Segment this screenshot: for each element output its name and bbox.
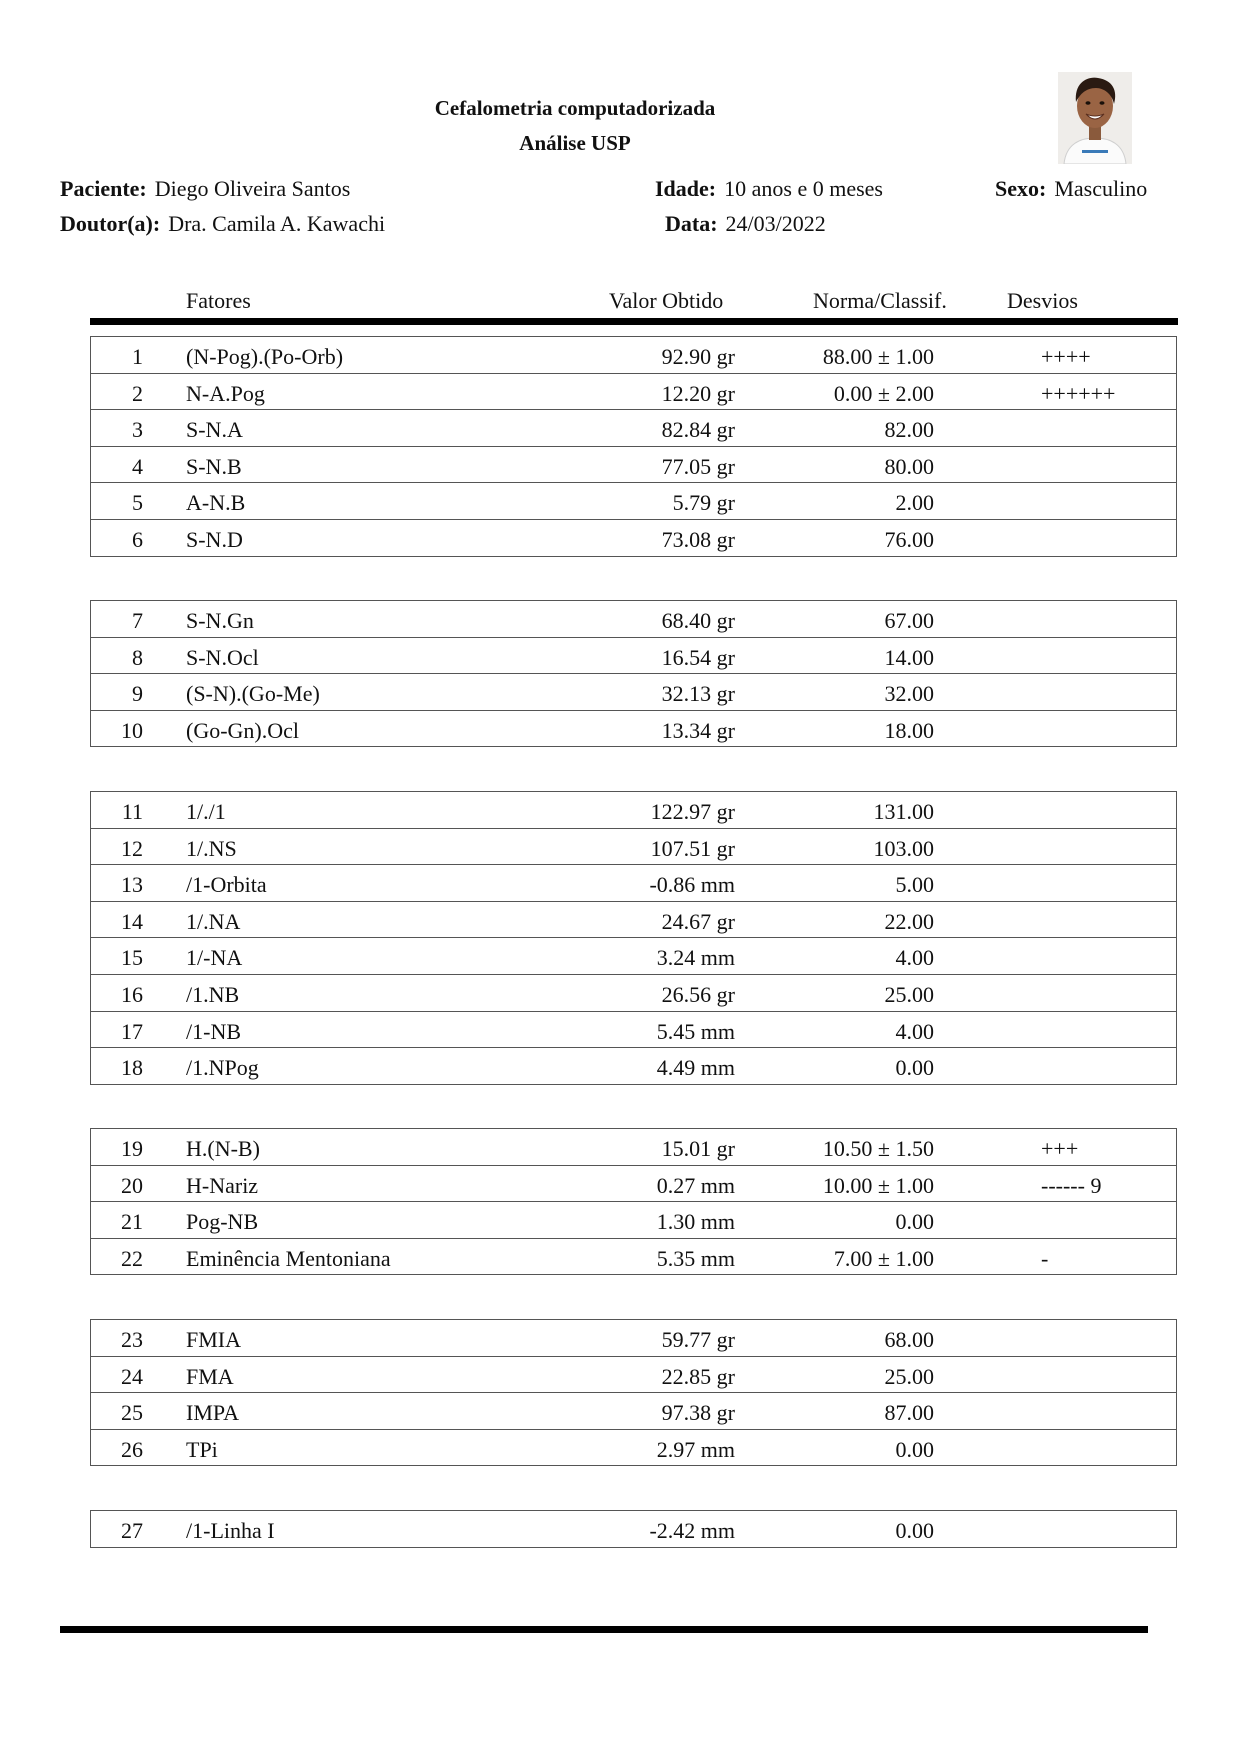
row-norma: 80.00 xyxy=(884,453,934,479)
row-norma: 0.00 ± 2.00 xyxy=(833,380,934,406)
table-group xyxy=(90,1319,1177,1466)
row-number: 10 xyxy=(121,717,143,743)
header-valor-obtido: Valor Obtido xyxy=(609,288,724,313)
table-row xyxy=(91,637,1176,674)
row-valor-obtido: 32.13 gr xyxy=(661,681,735,707)
row-norma: 32.00 xyxy=(884,681,934,707)
table-row xyxy=(91,337,1176,373)
patient-name-field xyxy=(60,176,350,202)
table-row xyxy=(91,1129,1176,1165)
row-fator: 1/.NA xyxy=(186,908,241,934)
row-fator: FMIA xyxy=(186,1327,242,1352)
patient-name: Diego Oliveira Santos xyxy=(154,176,351,201)
row-fator: /1-Linha I xyxy=(186,1518,275,1543)
table-row xyxy=(91,792,1176,828)
row-valor-obtido: 5.79 gr xyxy=(672,490,735,516)
row-fator: 1/./1 xyxy=(186,799,226,824)
table-row xyxy=(91,446,1176,483)
age-field xyxy=(655,176,883,202)
row-fator: /1-Orbita xyxy=(186,872,267,898)
table-row xyxy=(91,1165,1176,1202)
row-norma: 76.00 xyxy=(884,526,934,552)
row-fator: (Go-Gn).Ocl xyxy=(186,717,300,743)
row-valor-obtido: 73.08 gr xyxy=(661,526,735,552)
table-row xyxy=(91,1011,1176,1048)
row-valor-obtido: 12.20 gr xyxy=(661,380,735,406)
row-norma: 10.50 ± 1.50 xyxy=(822,1136,934,1161)
row-fator: S-N.Ocl xyxy=(186,644,259,670)
row-number: 27 xyxy=(121,1518,143,1543)
table-group xyxy=(90,1510,1177,1548)
patient-name-label: Paciente: xyxy=(60,176,147,201)
row-number: 22 xyxy=(121,1245,143,1271)
table-row xyxy=(91,1356,1176,1393)
row-norma: 14.00 xyxy=(884,644,934,670)
table-group xyxy=(90,791,1177,1085)
table-row xyxy=(91,1238,1176,1275)
patient-photo xyxy=(1058,72,1132,164)
row-valor-obtido: 5.35 mm xyxy=(656,1245,735,1271)
row-norma: 67.00 xyxy=(884,608,934,633)
table-group xyxy=(90,336,1177,557)
row-number: 26 xyxy=(121,1436,143,1462)
row-valor-obtido: 22.85 gr xyxy=(661,1363,735,1389)
row-norma: 18.00 xyxy=(884,717,934,743)
row-valor-obtido: -2.42 mm xyxy=(649,1518,735,1543)
row-norma: 2.00 xyxy=(895,490,934,516)
row-number: 25 xyxy=(121,1400,143,1426)
row-valor-obtido: 122.97 gr xyxy=(650,799,735,824)
row-number: 12 xyxy=(121,835,143,861)
row-valor-obtido: 0.27 mm xyxy=(656,1172,735,1198)
age-label: Idade: xyxy=(655,176,717,201)
row-fator: S-N.A xyxy=(186,417,243,443)
row-valor-obtido: 5.45 mm xyxy=(656,1018,735,1044)
table-row xyxy=(91,1511,1176,1547)
row-valor-obtido: 68.40 gr xyxy=(661,608,735,633)
row-norma: 0.00 xyxy=(895,1436,934,1462)
table-row xyxy=(91,1320,1176,1356)
row-norma: 103.00 xyxy=(873,835,934,861)
table-row xyxy=(91,1392,1176,1429)
row-norma: 0.00 xyxy=(895,1518,934,1543)
doctor-name: Dra. Camila A. Kawachi xyxy=(168,211,386,236)
row-norma: 22.00 xyxy=(884,908,934,934)
row-valor-obtido: 59.77 gr xyxy=(661,1327,735,1352)
row-fator: Pog-NB xyxy=(186,1209,259,1235)
row-fator: S-N.Gn xyxy=(186,608,254,633)
row-fator: S-N.D xyxy=(186,526,243,552)
row-fator: TPi xyxy=(186,1436,218,1462)
row-norma: 4.00 xyxy=(895,1018,934,1044)
report-subtitle: Análise USP xyxy=(519,131,631,155)
row-number: 13 xyxy=(121,872,143,898)
row-fator: H-Nariz xyxy=(186,1172,259,1198)
row-norma: 5.00 xyxy=(895,872,934,898)
row-valor-obtido: -0.86 mm xyxy=(649,872,735,898)
header-fatores: Fatores xyxy=(186,288,251,313)
table-row xyxy=(91,710,1176,747)
row-number: 5 xyxy=(132,490,143,516)
row-number: 23 xyxy=(121,1327,143,1352)
row-valor-obtido: 97.38 gr xyxy=(661,1400,735,1426)
table-row xyxy=(91,1047,1176,1084)
row-number: 11 xyxy=(121,799,143,824)
table-row xyxy=(91,482,1176,519)
row-valor-obtido: 92.90 gr xyxy=(661,344,735,369)
row-norma: 4.00 xyxy=(895,945,934,971)
doctor-field xyxy=(60,211,385,237)
row-number: 4 xyxy=(132,453,143,479)
row-desvio: ------ 9 xyxy=(1041,1172,1102,1198)
row-number: 21 xyxy=(121,1209,143,1235)
row-number: 19 xyxy=(121,1136,143,1161)
age-value: 10 anos e 0 meses xyxy=(724,176,883,201)
row-norma: 0.00 xyxy=(895,1055,934,1081)
row-valor-obtido: 16.54 gr xyxy=(661,644,735,670)
row-valor-obtido: 2.97 mm xyxy=(656,1436,735,1462)
row-valor-obtido: 4.49 mm xyxy=(656,1055,735,1081)
doctor-label: Doutor(a): xyxy=(60,211,161,236)
row-norma: 10.00 ± 1.00 xyxy=(822,1172,934,1198)
header-desvios: Desvios xyxy=(1007,288,1078,313)
date-field xyxy=(665,211,826,237)
sex-field xyxy=(995,176,1147,202)
row-norma: 25.00 xyxy=(884,981,934,1007)
table-row xyxy=(91,409,1176,446)
row-number: 1 xyxy=(132,344,143,369)
table-row xyxy=(91,1201,1176,1238)
row-norma: 88.00 ± 1.00 xyxy=(822,344,934,369)
row-fator: /1.NB xyxy=(186,981,240,1007)
table-row xyxy=(91,373,1176,410)
sex-label: Sexo: xyxy=(995,176,1047,201)
row-number: 24 xyxy=(121,1363,143,1389)
table-row xyxy=(91,1429,1176,1466)
row-desvio: ++++ xyxy=(1041,344,1091,369)
row-number: 16 xyxy=(121,981,143,1007)
table-row xyxy=(91,864,1176,901)
row-fator: /1-NB xyxy=(186,1018,241,1044)
row-valor-obtido: 26.56 gr xyxy=(661,981,735,1007)
row-fator: 1/-NA xyxy=(186,945,243,971)
row-norma: 25.00 xyxy=(884,1363,934,1389)
table-row xyxy=(91,601,1176,637)
row-number: 7 xyxy=(132,608,143,633)
header-norma-classif: Norma/Classif. xyxy=(813,288,947,313)
row-valor-obtido: 3.24 mm xyxy=(656,945,735,971)
row-fator: 1/.NS xyxy=(186,835,237,861)
row-fator: IMPA xyxy=(186,1400,239,1426)
row-fator: /1.NPog xyxy=(186,1055,259,1081)
date-value: 24/03/2022 xyxy=(725,211,826,236)
row-number: 14 xyxy=(121,908,143,934)
row-fator: Eminência Mentoniana xyxy=(186,1245,391,1271)
date-label: Data: xyxy=(665,211,718,236)
row-number: 15 xyxy=(121,945,143,971)
row-number: 18 xyxy=(121,1055,143,1081)
row-fator: S-N.B xyxy=(186,453,242,479)
table-row xyxy=(91,937,1176,974)
row-number: 3 xyxy=(132,417,143,443)
table-row xyxy=(91,901,1176,938)
table-group xyxy=(90,1128,1177,1275)
row-desvio: +++ xyxy=(1041,1136,1079,1161)
table-row xyxy=(91,828,1176,865)
row-norma: 68.00 xyxy=(884,1327,934,1352)
report-title: Cefalometria computadorizada xyxy=(434,96,716,120)
row-fator: (S-N).(Go-Me) xyxy=(186,681,320,707)
row-valor-obtido: 24.67 gr xyxy=(661,908,735,934)
table-row xyxy=(91,673,1176,710)
row-number: 8 xyxy=(132,644,143,670)
row-fator: A-N.B xyxy=(186,490,246,516)
row-norma: 7.00 ± 1.00 xyxy=(833,1245,934,1271)
row-norma: 131.00 xyxy=(873,799,934,824)
row-valor-obtido: 107.51 gr xyxy=(650,835,735,861)
row-valor-obtido: 15.01 gr xyxy=(661,1136,735,1161)
row-valor-obtido: 77.05 gr xyxy=(661,453,735,479)
row-number: 17 xyxy=(121,1018,143,1044)
table-group xyxy=(90,600,1177,747)
row-number: 20 xyxy=(121,1172,143,1198)
row-norma: 87.00 xyxy=(884,1400,934,1426)
row-valor-obtido: 13.34 gr xyxy=(661,717,735,743)
row-number: 6 xyxy=(132,526,143,552)
row-number: 9 xyxy=(132,681,143,707)
row-norma: 82.00 xyxy=(884,417,934,443)
row-number: 2 xyxy=(132,380,143,406)
row-fator: FMA xyxy=(186,1363,234,1389)
table-row xyxy=(91,519,1176,556)
header-rule xyxy=(90,318,1178,325)
sex-value: Masculino xyxy=(1054,176,1148,201)
row-desvio: - xyxy=(1041,1245,1049,1271)
row-fator: H.(N-B) xyxy=(186,1136,260,1161)
row-norma: 0.00 xyxy=(895,1209,934,1235)
row-valor-obtido: 1.30 mm xyxy=(656,1209,735,1235)
row-valor-obtido: 82.84 gr xyxy=(661,417,735,443)
row-fator: (N-Pog).(Po-Orb) xyxy=(186,344,344,369)
footer-rule xyxy=(60,1626,1148,1633)
row-fator: N-A.Pog xyxy=(186,380,265,406)
table-row xyxy=(91,974,1176,1011)
row-desvio: ++++++ xyxy=(1041,380,1116,406)
